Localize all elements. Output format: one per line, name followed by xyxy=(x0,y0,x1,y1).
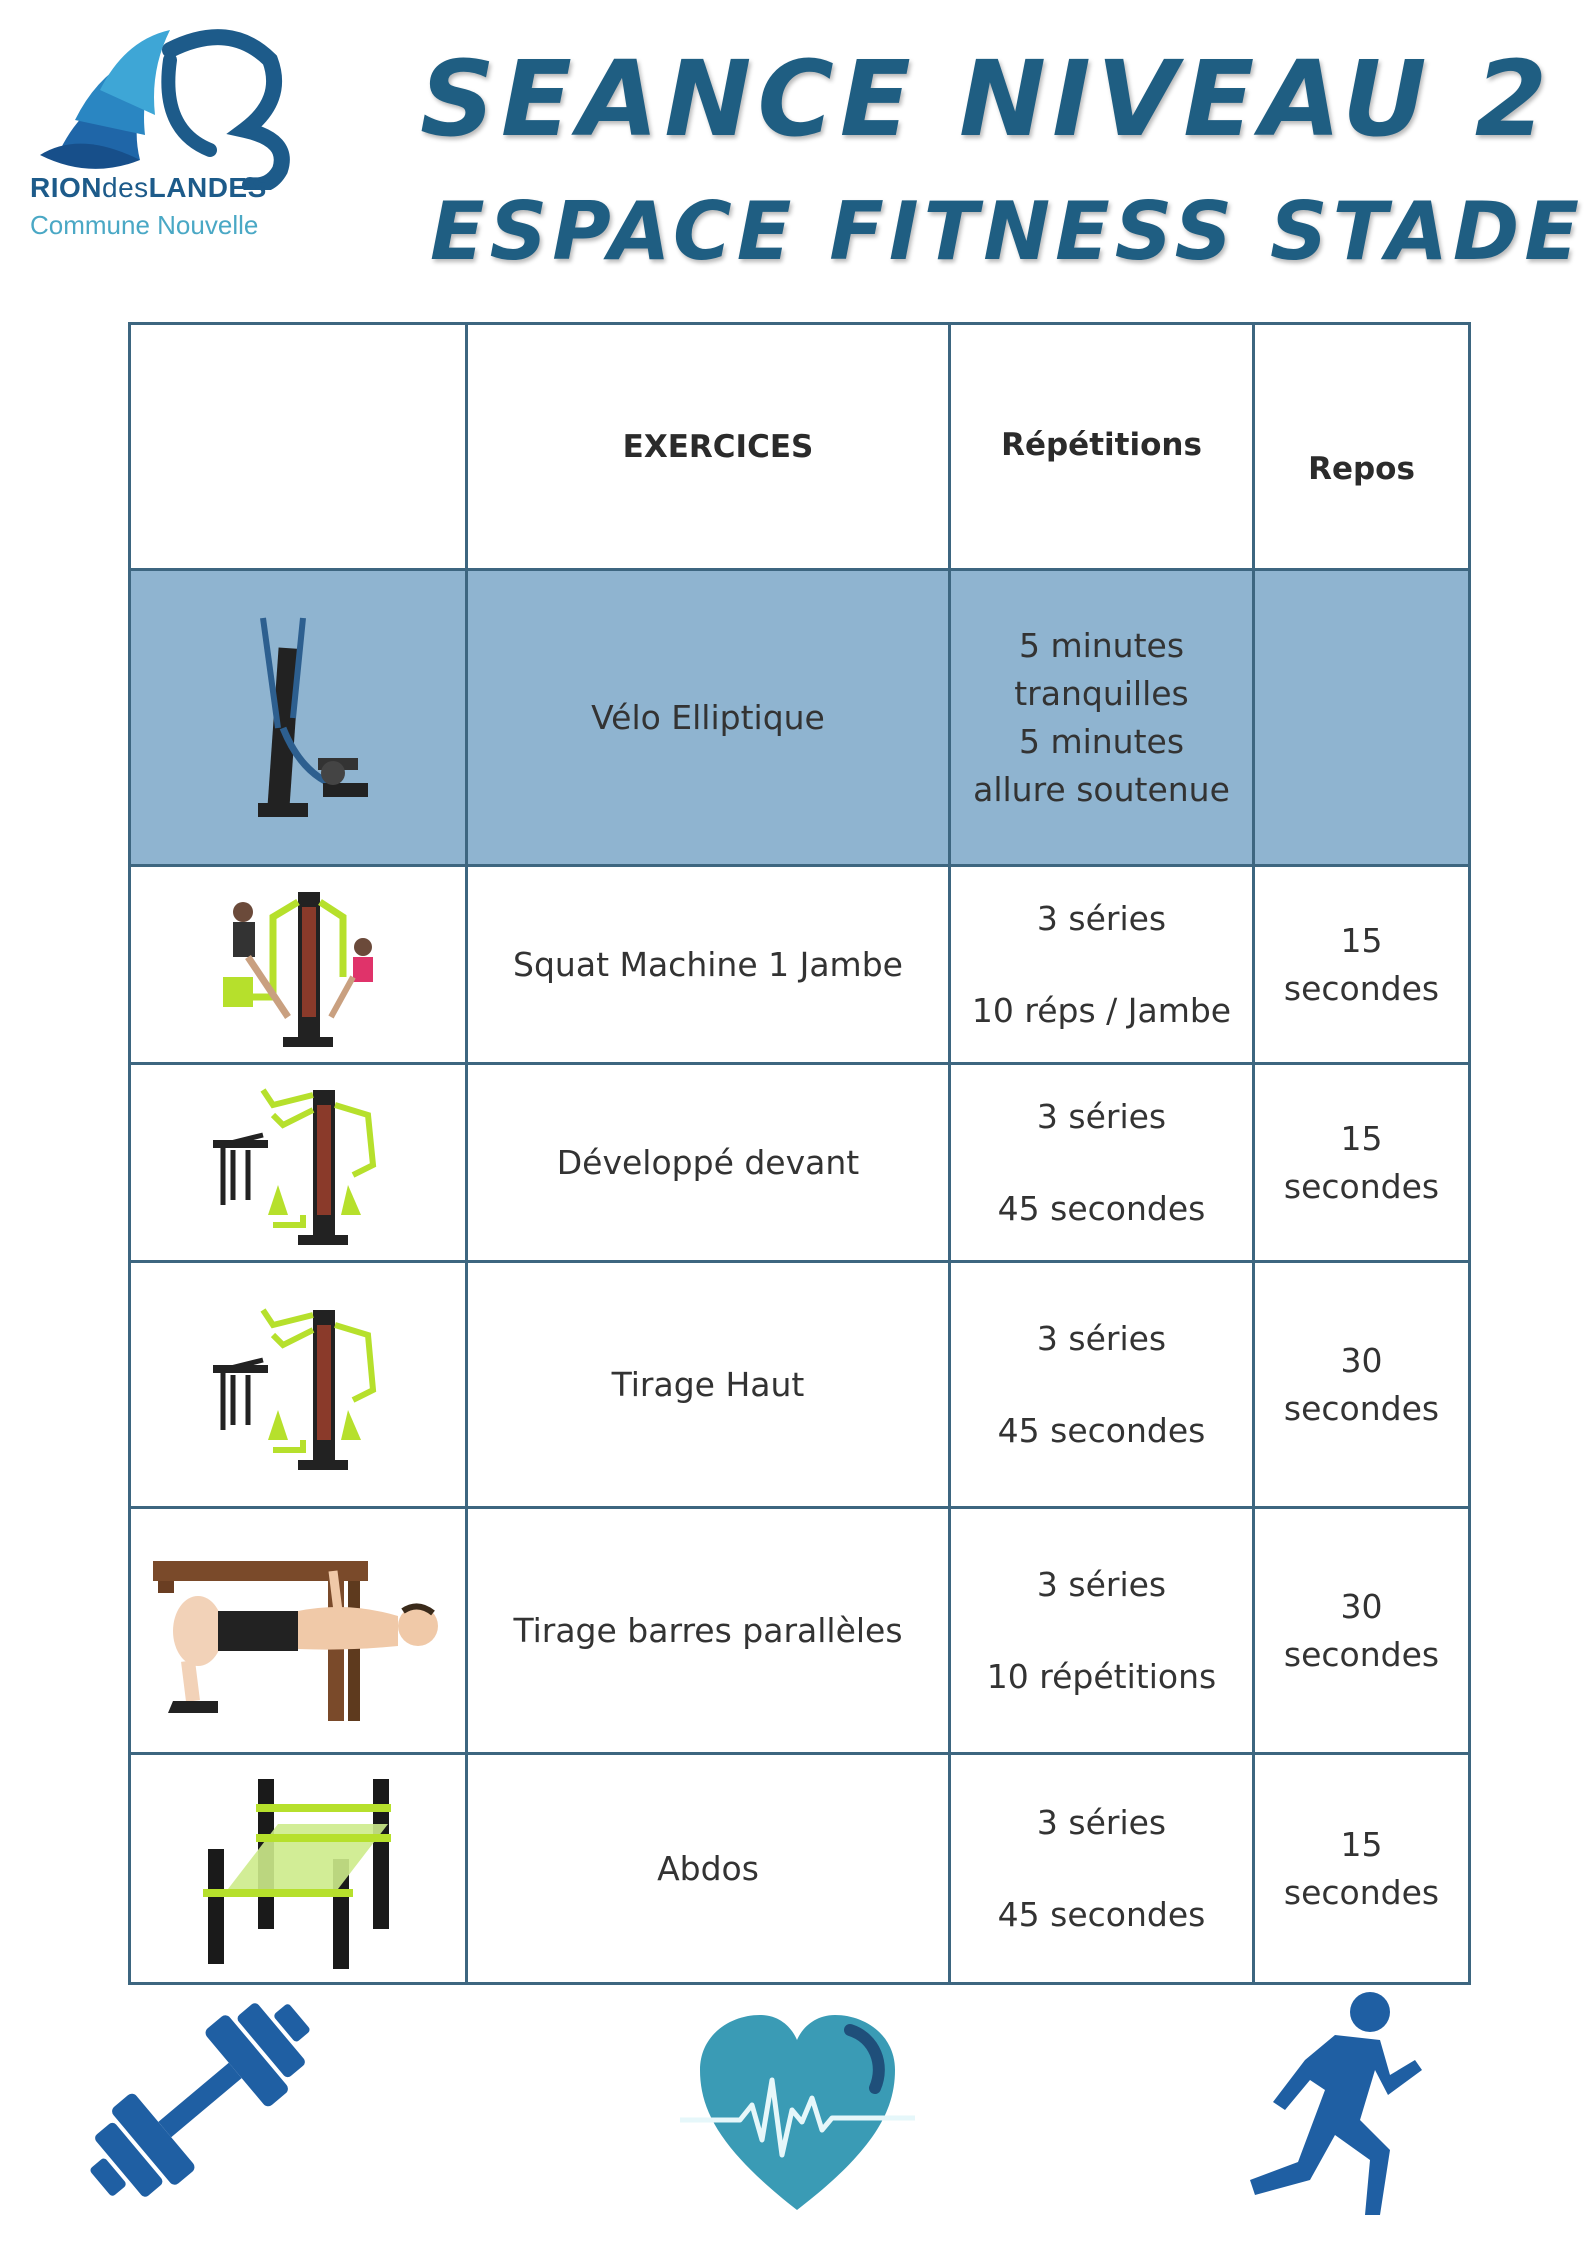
exercise-table xyxy=(128,322,1471,1985)
header-rest: Repos xyxy=(1254,324,1470,570)
rest-cell xyxy=(1254,570,1470,866)
reps-cell: 3 séries 10 répétitions xyxy=(950,1508,1254,1754)
header-exercise: EXERCICES xyxy=(467,324,950,570)
rest-cell: 30 secondes xyxy=(1254,1262,1470,1508)
chest-press-machine-icon xyxy=(203,1075,393,1250)
exercise-image-cell xyxy=(130,570,467,866)
lat-pull-machine-icon xyxy=(203,1295,393,1475)
exercise-name-cell: Squat Machine 1 Jambe xyxy=(467,866,950,1064)
exercise-image-cell xyxy=(130,1754,467,1984)
leg-press-machine-icon xyxy=(203,877,393,1052)
table-row xyxy=(130,1754,1470,1984)
reps-cell: 3 séries 45 secondes xyxy=(950,1064,1254,1262)
reps-cell: 3 séries 45 secondes xyxy=(950,1262,1254,1508)
exercise-image-cell xyxy=(130,866,467,1064)
table-row xyxy=(130,866,1470,1064)
exercise-name-cell: Développé devant xyxy=(467,1064,950,1262)
inverted-row-icon xyxy=(148,1541,448,1721)
exercise-name-cell: Tirage barres parallèles xyxy=(467,1508,950,1754)
heartbeat-icon xyxy=(680,2010,915,2220)
logo-wordmark: RIONdesLANDES xyxy=(30,172,267,203)
lotus-logo-icon xyxy=(30,20,310,190)
exercise-name-cell: Vélo Elliptique xyxy=(467,570,950,866)
header-reps: Répétitions xyxy=(950,324,1254,570)
rest-cell: 15 secondes xyxy=(1254,1754,1470,1984)
table-row xyxy=(130,1508,1470,1754)
exercise-image-cell xyxy=(130,1262,467,1508)
logo-subtitle: Commune Nouvelle xyxy=(30,210,259,240)
exercise-name-cell: Tirage Haut xyxy=(467,1262,950,1508)
reps-cell: 5 minutes tranquilles 5 minutes allure soutenue xyxy=(950,570,1254,866)
table-row xyxy=(130,1262,1470,1508)
dumbbell-icon xyxy=(80,1990,320,2210)
reps-cell: 3 séries 10 réps / Jambe xyxy=(950,866,1254,1064)
exercise-name-cell: Abdos xyxy=(467,1754,950,1984)
exercise-image-cell xyxy=(130,1508,467,1754)
table-header-row xyxy=(130,324,1470,570)
table-row xyxy=(130,1064,1470,1262)
page-title: SEANCE NIVEAU 2 xyxy=(420,38,1554,160)
rest-cell: 15 secondes xyxy=(1254,866,1470,1064)
rest-cell: 30 secondes xyxy=(1254,1508,1470,1754)
abs-bench-icon xyxy=(188,1769,408,1969)
elliptical-bike-icon xyxy=(223,608,373,828)
page-subtitle: ESPACE FITNESS STADE xyxy=(430,185,1584,278)
exercise-image-cell xyxy=(130,1064,467,1262)
reps-cell: 3 séries 45 secondes xyxy=(950,1754,1254,1984)
header-image xyxy=(130,324,467,570)
runner-icon xyxy=(1240,1990,1430,2235)
rest-cell: 15 secondes xyxy=(1254,1064,1470,1262)
table-row xyxy=(130,570,1470,866)
